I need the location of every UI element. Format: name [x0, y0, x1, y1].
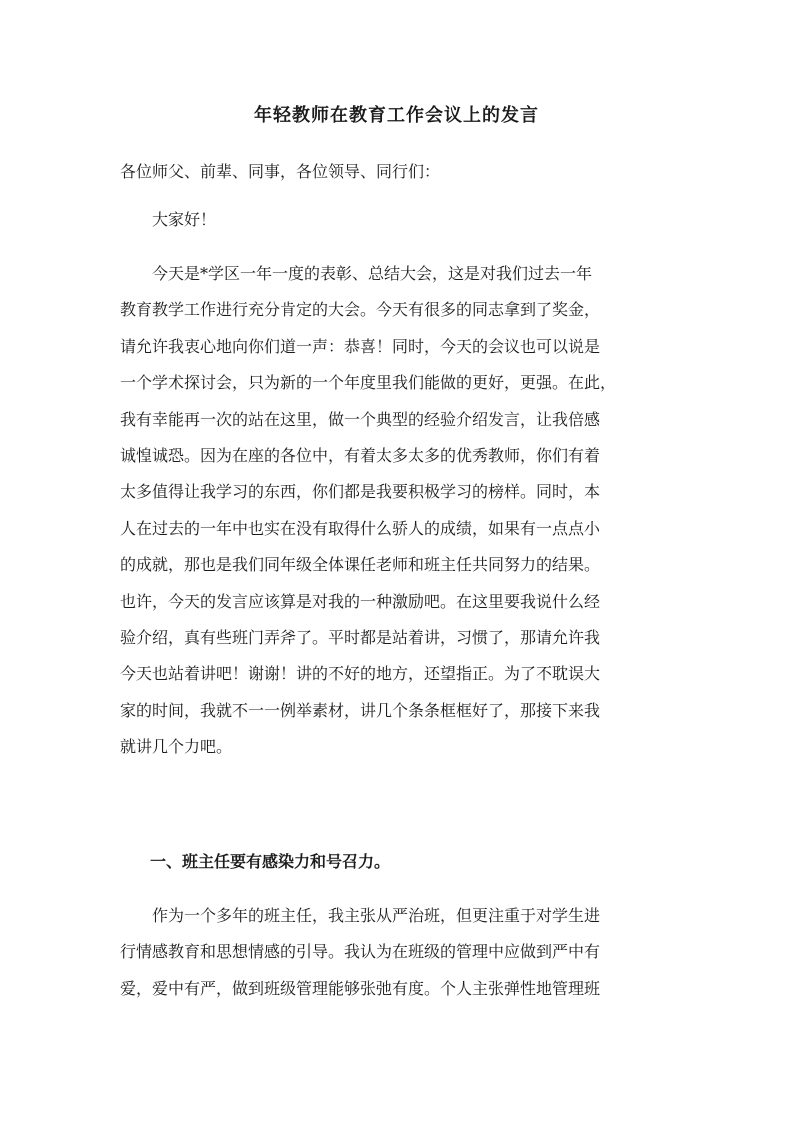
document-title: 年轻教师在教育工作会议上的发言	[254, 105, 539, 126]
paragraph-line: 请允许我衷心地向你们道一声：恭喜！同时，今天的会议也可以说是	[120, 336, 601, 356]
paragraph-line: 太多值得让我学习的东西，你们都是我要积极学习的榜样。同时，本	[120, 482, 601, 502]
paragraph-line: 的成就，那也是我们同年级全体课任老师和班主任共同努力的结果。	[120, 555, 601, 575]
paragraph-line: 今天也站着讲吧！谢谢！讲的不好的地方，还望指正。为了不耽误大	[120, 664, 601, 684]
paragraph-line: 教育教学工作进行充分肯定的大会。今天有很多的同志拿到了奖金，	[120, 300, 601, 320]
paragraph-line: 一个学术探讨会，只为新的一个年度里我们能做的更好，更强。在此，	[120, 373, 617, 393]
greeting-line: 大家好！	[152, 210, 217, 229]
paragraph-line: 今天是*学区一年一度的表彰、总结大会，这是对我们过去一年	[152, 264, 593, 283]
paragraph-line: 行情感教育和思想情感的引导。我认为在班级的管理中应做到严中有	[120, 942, 601, 962]
paragraph-line: 就讲几个力吧。	[120, 737, 233, 757]
section-heading-1: 一、班主任要有感染力和号召力。	[150, 852, 391, 871]
paragraph-line: 验介绍，真有些班门弄斧了。平时都是站着讲，习惯了，那请允许我	[120, 627, 601, 647]
paragraph-line: 作为一个多年的班主任，我主张从严治班，但更注重于对学生进	[152, 906, 601, 925]
paragraph-line: 爱，爱中有严，做到班级管理能够张弛有度。个人主张弹性地管理班	[120, 978, 601, 998]
paragraph-intro	[120, 256, 680, 765]
paragraph-line: 也许，今天的发言应该算是对我的一种激励吧。在这里要我说什么经	[120, 591, 601, 611]
paragraph-section-1	[120, 898, 680, 1007]
paragraph-line: 诚惶诚恐。因为在座的各位中，有着太多太多的优秀教师，你们有着	[120, 445, 601, 465]
paragraph-line: 人在过去的一年中也实在没有取得什么骄人的成绩，如果有一点点小	[120, 518, 601, 538]
paragraph-line: 我有幸能再一次的站在这里，做一个典型的经验介绍发言，让我倍感	[120, 409, 601, 429]
salutation-line: 各位师父、前辈、同事，各位领导、同行们：	[120, 162, 441, 181]
paragraph-line: 家的时间，我就不一一例举素材，讲几个条条框框好了，那接下来我	[120, 700, 601, 720]
